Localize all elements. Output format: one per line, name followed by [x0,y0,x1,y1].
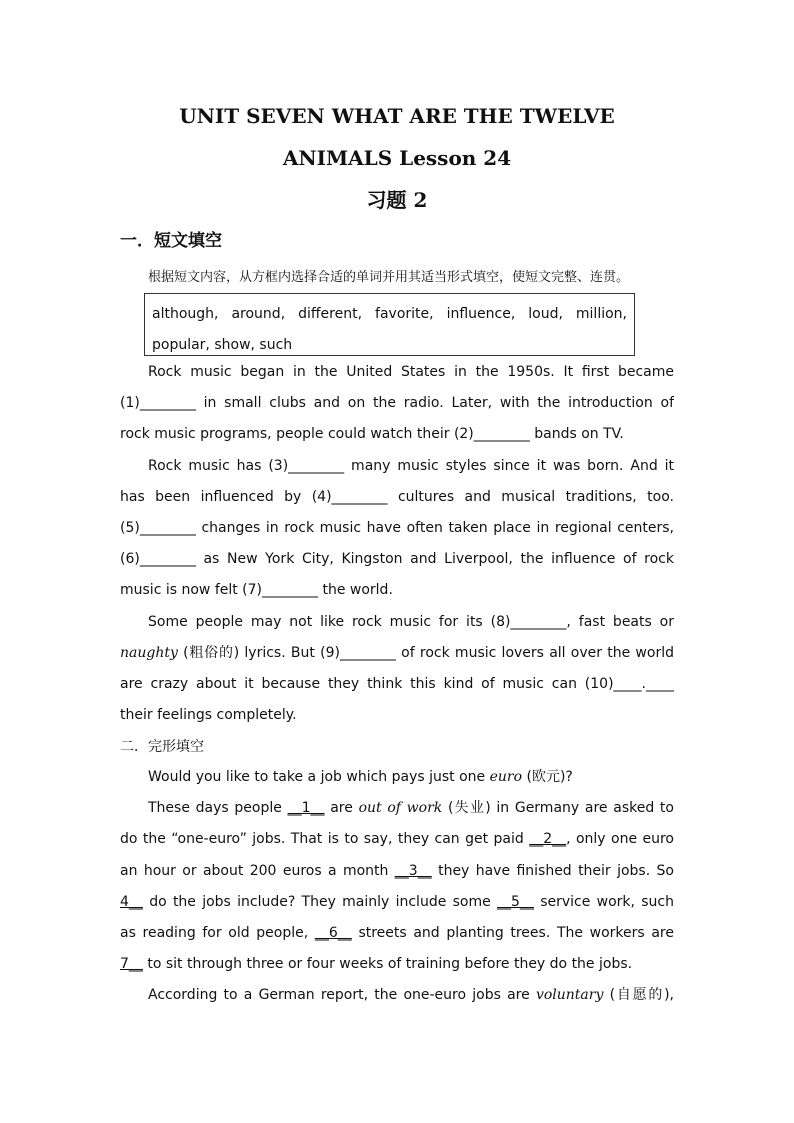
cloze-blank-5[interactable]: __5__ [497,893,534,910]
cloze-blank-6[interactable]: __6__ [314,924,352,941]
passage-text: do the jobs include? They mainly include some [142,893,497,910]
subtitle: 习题 2 [366,188,428,212]
passage-text: (欧元)? [522,769,573,785]
passage-line [120,824,674,855]
passage-line: Some people may not like rock music for its (8)________, fast beats or [148,613,674,630]
passage-text: These days people [148,800,288,817]
cloze-blank-3[interactable]: __3__ [394,862,432,879]
word-box-line-2: popular, show, such [152,337,293,353]
passage-text: (粗俗的) lyrics. But (9)________ of rock music lovers all over the world [177,644,674,661]
passage-line: rock music programs, people could watch their (2)________ bands on TV. [120,426,624,443]
section1-instruction: 根据短文内容，从方框内选择合适的单词并用其适当形式填空，使短文完整、连贯。 [148,270,630,285]
passage-line: music is now felt (7)________ the world. [120,582,393,599]
title-line-1: UNIT SEVEN WHAT ARE THE TWELVE [179,104,615,128]
cloze-paragraph-1 [120,793,674,980]
cloze-blank-1[interactable]: __1__ [287,800,325,817]
passage-line [120,762,674,793]
word-box-line-1: although, around, different, favorite, influence, loud, million, [152,306,627,322]
passage-text: service work, such [533,893,674,910]
passage-text: (失业) in Germany are asked to [442,800,674,817]
passage-line [120,949,674,980]
passage-text: as reading for old people, [120,924,315,941]
cloze-paragraph-2 [120,980,674,1011]
passage-line [120,887,674,918]
glossed-word: euro [489,769,523,785]
glossed-word: naughty [120,644,178,661]
passage-paragraph-2 [120,451,674,607]
passage-line: their feelings completely. [120,707,297,724]
passage-line: Rock music has (3)________ many music styles since it was born. And it [148,457,674,474]
passage-line: (1)________ in small clubs and on the radio. Later, with the introduction of [120,395,674,412]
passage-text: to sit through three or four weeks of training before they do the jobs. [142,956,633,973]
passage-line [120,793,674,824]
passage-line: has been influenced by (4)________ cultures and musical traditions, too. [120,488,674,505]
title-line-2: ANIMALS Lesson 24 [282,146,512,170]
word-box [144,293,635,356]
passage-line [120,856,674,887]
passage-line [120,980,674,1011]
cloze-question-line [120,762,674,793]
cloze-blank-2[interactable]: __2__ [529,831,567,848]
passage-line: (5)________ changes in rock music have often taken place in regional centers, [120,519,674,536]
passage-text: (自愿的), [603,987,674,1004]
passage-text: Would you like to take a job which pays just one [148,769,490,785]
passage-paragraph-3 [120,607,674,732]
glossed-word: voluntary [535,987,604,1004]
passage-paragraph-1 [120,357,674,451]
passage-text: According to a German report, the one-euro jobs are [148,987,536,1004]
passage-line [120,918,674,949]
passage-line: Rock music began in the United States in the 1950s. It first became [148,364,674,380]
section2-heading: 二．完形填空 [120,739,204,755]
section1-heading: 一．短文填空 [120,231,222,251]
passage-line: (6)________ as New York City, Kingston and Liverpool, the influence of rock [120,551,674,568]
passage-text: streets and planting trees. The workers are [351,924,674,941]
passage-text: do the “one-euro” jobs. That is to say, they can get paid [120,831,530,848]
passage-text: are [324,800,359,817]
passage-text: they have finished their jobs. So [431,862,674,879]
passage-line [120,638,674,669]
passage-line: are crazy about it because they think this kind of music can (10)____.____ [120,675,674,692]
glossed-word: out of work [358,800,443,817]
cloze-blank-4[interactable]: 4__ [120,893,143,910]
passage-text: , only one euro [566,831,674,848]
passage-text: an hour or about 200 euros a month [120,862,395,879]
cloze-blank-7[interactable]: 7__ [120,956,143,973]
